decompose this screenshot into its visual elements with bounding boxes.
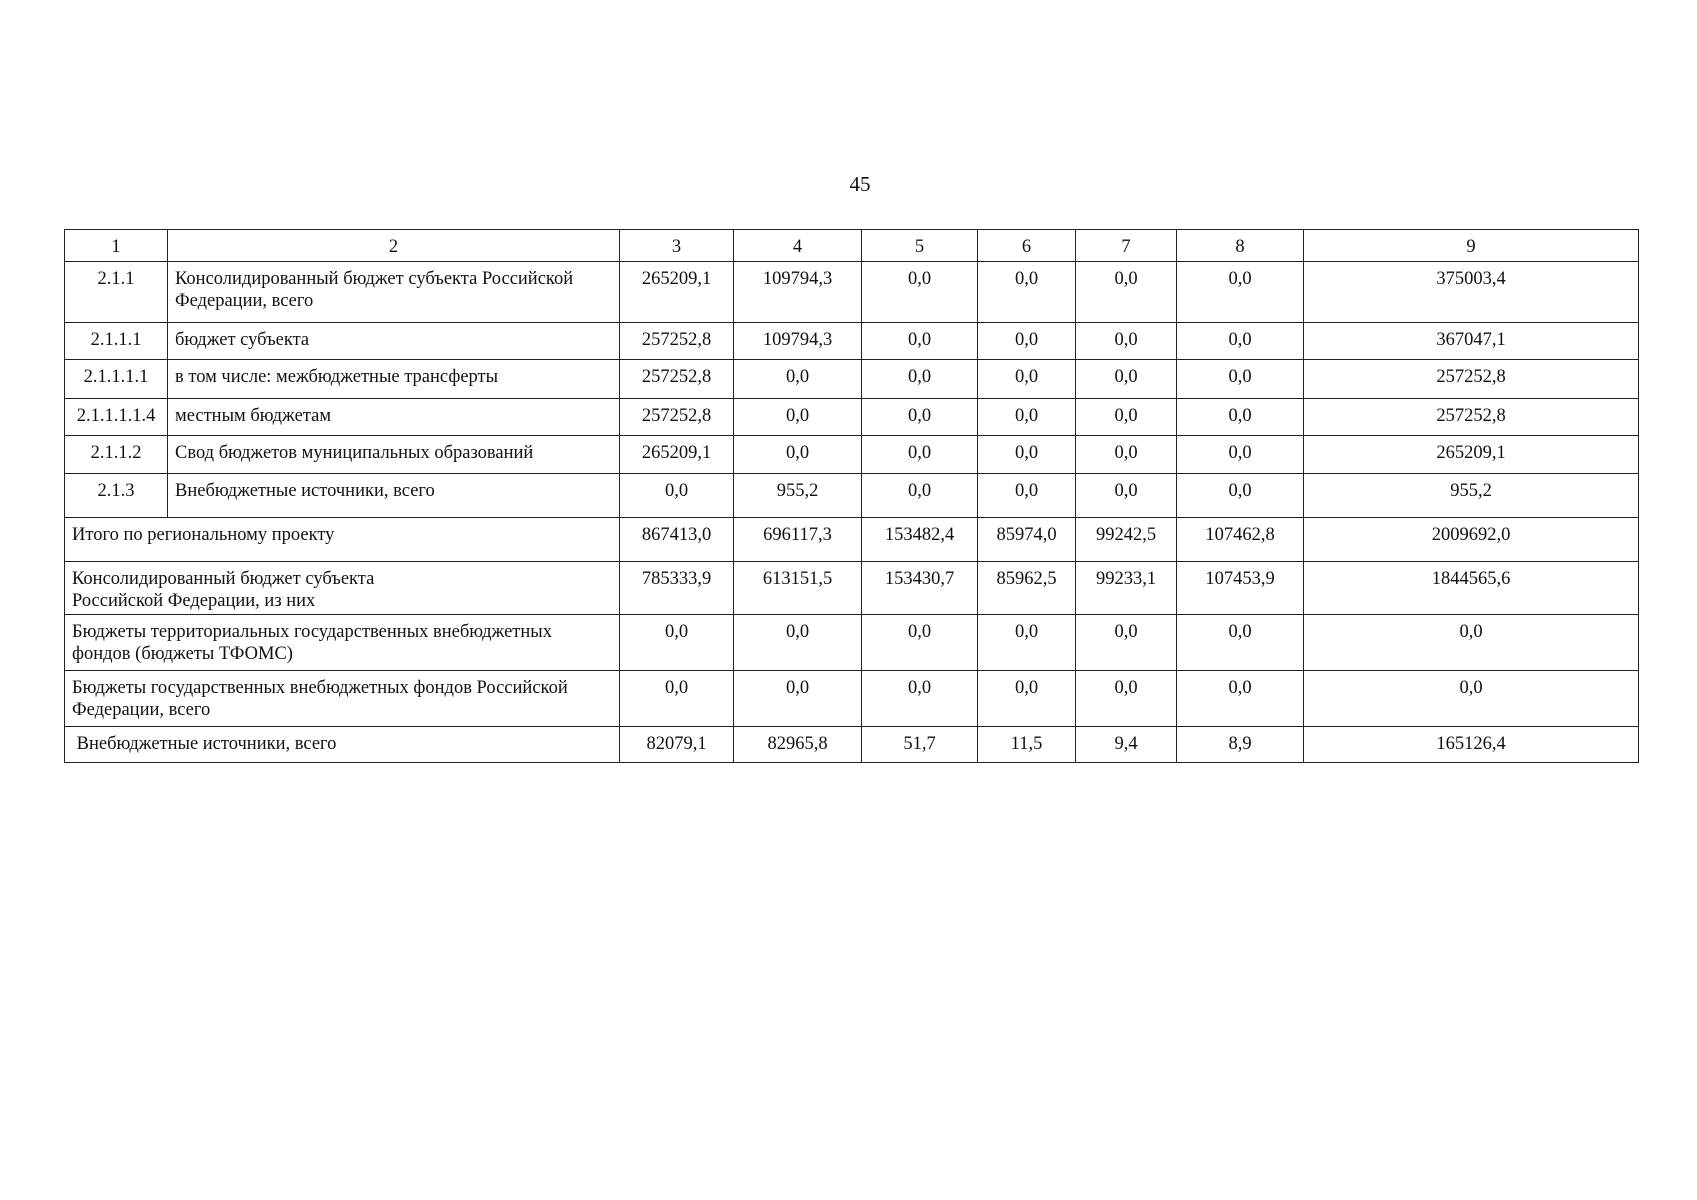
value-cell: 0,0 <box>862 360 978 399</box>
value-cell: 109794,3 <box>734 262 862 323</box>
header-cell: 3 <box>620 230 734 262</box>
summary-row <box>65 518 1639 562</box>
row-name: бюджет субъекта <box>168 323 620 360</box>
header-cell: 4 <box>734 230 862 262</box>
value-cell: 0,0 <box>734 399 862 436</box>
row-number: 2.1.1.1.1 <box>65 360 168 399</box>
value-cell: 867413,0 <box>620 518 734 562</box>
value-cell: 0,0 <box>620 671 734 727</box>
summary-name-line: Российской Федерации, из них <box>72 591 316 611</box>
summary-name: Бюджеты территориальных государственных внебюджетных фондов (бюджеты ТФОМС) <box>65 615 620 671</box>
value-cell: 0,0 <box>862 436 978 474</box>
value-cell: 153482,4 <box>862 518 978 562</box>
value-cell: 257252,8 <box>620 360 734 399</box>
value-cell: 0,0 <box>1177 615 1304 671</box>
summary-row <box>65 562 1639 615</box>
value-cell: 0,0 <box>734 615 862 671</box>
value-cell: 265209,1 <box>1304 436 1639 474</box>
value-cell: 0,0 <box>1177 323 1304 360</box>
value-cell: 153430,7 <box>862 562 978 615</box>
value-cell: 0,0 <box>1076 436 1177 474</box>
row-name: Консолидированный бюджет субъекта Российской Федерации, всего <box>168 262 620 323</box>
value-cell: 0,0 <box>1304 671 1639 727</box>
table-row <box>65 399 1639 436</box>
value-cell: 0,0 <box>1076 474 1177 518</box>
value-cell: 0,0 <box>734 360 862 399</box>
row-name: в том числе: межбюджетные трансферты <box>168 360 620 399</box>
value-cell: 367047,1 <box>1304 323 1639 360</box>
value-cell: 0,0 <box>978 671 1076 727</box>
summary-name <box>65 562 620 615</box>
summary-row <box>65 727 1639 763</box>
value-cell: 82079,1 <box>620 727 734 763</box>
value-cell: 1844565,6 <box>1304 562 1639 615</box>
value-cell: 0,0 <box>1177 671 1304 727</box>
value-cell: 0,0 <box>978 262 1076 323</box>
value-cell: 0,0 <box>862 474 978 518</box>
value-cell: 0,0 <box>862 615 978 671</box>
value-cell: 9,4 <box>1076 727 1177 763</box>
row-number: 2.1.1.2 <box>65 436 168 474</box>
value-cell: 0,0 <box>620 474 734 518</box>
value-cell: 955,2 <box>1304 474 1639 518</box>
value-cell: 257252,8 <box>1304 399 1639 436</box>
value-cell: 0,0 <box>734 671 862 727</box>
page-number: 45 <box>849 172 871 196</box>
value-cell: 696117,3 <box>734 518 862 562</box>
summary-name-line: Консолидированный бюджет субъекта <box>72 569 375 589</box>
value-cell: 0,0 <box>862 262 978 323</box>
value-cell: 955,2 <box>734 474 862 518</box>
header-row <box>65 230 1639 262</box>
value-cell: 0,0 <box>862 323 978 360</box>
value-cell: 0,0 <box>978 323 1076 360</box>
value-cell: 0,0 <box>620 615 734 671</box>
value-cell: 257252,8 <box>620 399 734 436</box>
value-cell: 85974,0 <box>978 518 1076 562</box>
value-cell: 265209,1 <box>620 262 734 323</box>
summary-row <box>65 671 1639 727</box>
value-cell: 375003,4 <box>1304 262 1639 323</box>
header-cell: 7 <box>1076 230 1177 262</box>
header-cell: 1 <box>65 230 168 262</box>
value-cell: 0,0 <box>1177 262 1304 323</box>
row-number: 2.1.1.1 <box>65 323 168 360</box>
value-cell: 107462,8 <box>1177 518 1304 562</box>
row-name: Внебюджетные источники, всего <box>168 474 620 518</box>
value-cell: 107453,9 <box>1177 562 1304 615</box>
value-cell: 109794,3 <box>734 323 862 360</box>
value-cell: 51,7 <box>862 727 978 763</box>
value-cell: 265209,1 <box>620 436 734 474</box>
row-number: 2.1.1.1.1.4 <box>65 399 168 436</box>
value-cell: 0,0 <box>1076 671 1177 727</box>
value-cell: 11,5 <box>978 727 1076 763</box>
summary-name: Бюджеты государственных внебюджетных фондов Российской Федерации, всего <box>65 671 620 727</box>
value-cell: 165126,4 <box>1304 727 1639 763</box>
table-row <box>65 262 1639 323</box>
summary-name: Итого по региональному проекту <box>65 518 620 562</box>
value-cell: 0,0 <box>978 360 1076 399</box>
value-cell: 99233,1 <box>1076 562 1177 615</box>
value-cell: 0,0 <box>862 399 978 436</box>
row-name: Свод бюджетов муниципальных образований <box>168 436 620 474</box>
summary-row <box>65 615 1639 671</box>
value-cell: 0,0 <box>862 671 978 727</box>
value-cell: 0,0 <box>978 436 1076 474</box>
budget-table <box>64 229 1639 763</box>
table-row <box>65 323 1639 360</box>
table-row <box>65 474 1639 518</box>
header-cell: 6 <box>978 230 1076 262</box>
header-cell: 8 <box>1177 230 1304 262</box>
header-cell: 2 <box>168 230 620 262</box>
value-cell: 8,9 <box>1177 727 1304 763</box>
table-row <box>65 360 1639 399</box>
value-cell: 0,0 <box>1076 323 1177 360</box>
table-row <box>65 436 1639 474</box>
value-cell: 82965,8 <box>734 727 862 763</box>
header-cell: 5 <box>862 230 978 262</box>
value-cell: 257252,8 <box>620 323 734 360</box>
value-cell: 0,0 <box>734 436 862 474</box>
row-number: 2.1.3 <box>65 474 168 518</box>
value-cell: 0,0 <box>978 399 1076 436</box>
summary-name: Внебюджетные источники, всего <box>65 727 620 763</box>
value-cell: 0,0 <box>1177 399 1304 436</box>
value-cell: 785333,9 <box>620 562 734 615</box>
value-cell: 0,0 <box>1076 262 1177 323</box>
value-cell: 0,0 <box>1076 399 1177 436</box>
value-cell: 85962,5 <box>978 562 1076 615</box>
value-cell: 0,0 <box>1076 615 1177 671</box>
row-number: 2.1.1 <box>65 262 168 323</box>
value-cell: 0,0 <box>1076 360 1177 399</box>
value-cell: 2009692,0 <box>1304 518 1639 562</box>
value-cell: 0,0 <box>1304 615 1639 671</box>
value-cell: 99242,5 <box>1076 518 1177 562</box>
row-name: местным бюджетам <box>168 399 620 436</box>
value-cell: 613151,5 <box>734 562 862 615</box>
header-cell: 9 <box>1304 230 1639 262</box>
value-cell: 0,0 <box>1177 360 1304 399</box>
value-cell: 0,0 <box>978 615 1076 671</box>
value-cell: 257252,8 <box>1304 360 1639 399</box>
value-cell: 0,0 <box>1177 436 1304 474</box>
value-cell: 0,0 <box>1177 474 1304 518</box>
value-cell: 0,0 <box>978 474 1076 518</box>
